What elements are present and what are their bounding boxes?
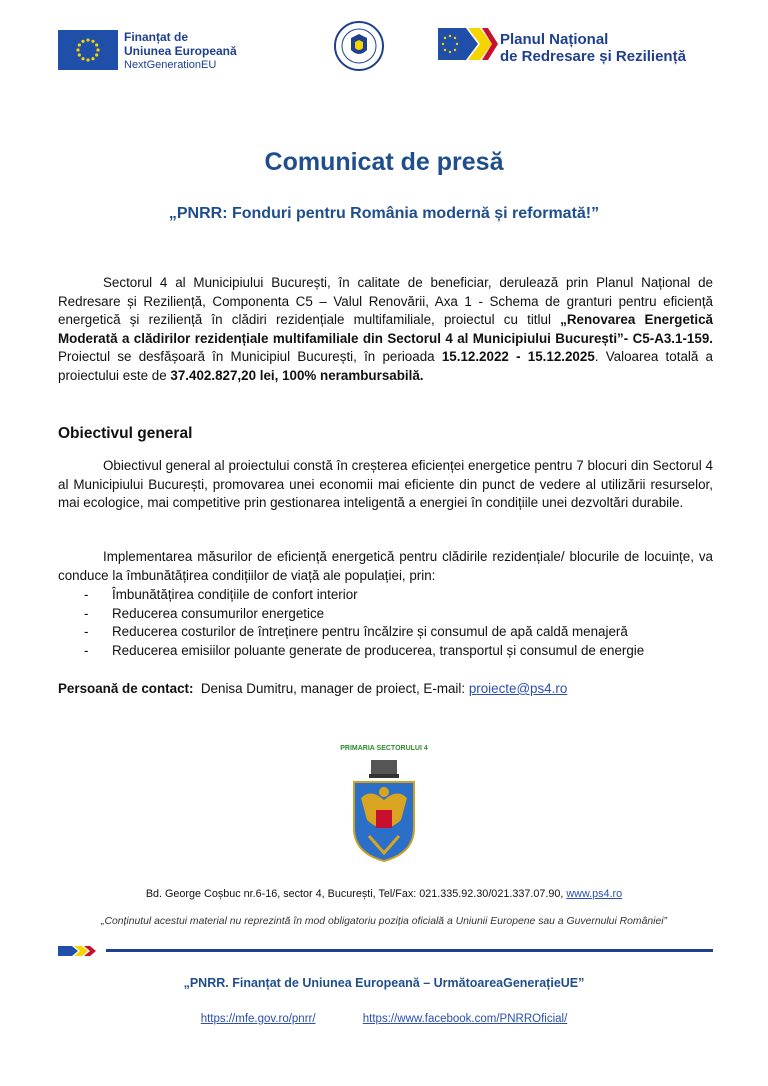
page-title: Comunicat de presă xyxy=(264,148,504,176)
pnrr-line-2: de Redresare și Reziliență xyxy=(500,48,686,65)
footer-links xyxy=(0,1013,768,1025)
page-subtitle: „PNRR: Fonduri pentru România modernă și reformată!” xyxy=(168,205,600,222)
mfe-link[interactable]: https://mfe.gov.ro/pnrr/ xyxy=(200,1013,316,1025)
pnrr-logo-icon xyxy=(438,28,498,60)
contact-text: Denisa Dumitru, manager de proiect, E-mail: xyxy=(200,681,469,696)
list-item: - Reducerea consumurilor energetice xyxy=(84,605,644,624)
project-period: 15.12.2022 - 15.12.2025 xyxy=(441,349,595,364)
project-title: „Renovarea Energetică Moderată a clădirilor rezidențiale multifamiliale din Sectorul 4 al Municipiului București”- C5-A3.1-159. xyxy=(58,312,713,346)
intro-text-2: Proiectul se desfășoară în Municipiul București, în perioada xyxy=(58,349,442,364)
contact-email-link[interactable]: proiecte@ps4.ro xyxy=(468,681,568,696)
address-line xyxy=(0,888,768,900)
footer-divider xyxy=(58,944,713,956)
pnrr-label xyxy=(500,31,686,65)
list-item: - Reducerea emisiilor poluante generate de producerea, transportul și consumul de energie xyxy=(84,642,644,661)
arrow-chevron-icon xyxy=(58,945,106,957)
contact-label: Persoană de contact: xyxy=(58,681,194,696)
eu-flag-icon xyxy=(58,30,118,70)
measures-paragraph: Implementarea măsurilor de eficiență energetică pentru clădirile rezidențiale/ blocurile de locuințe, va conduce la îmbunătățirea condițiilor de viață ale populației, prin: xyxy=(58,549,713,583)
government-seal-icon xyxy=(333,20,385,72)
contact-line xyxy=(58,681,567,696)
list-item: - Îmbunătățirea condițiile de confort interior xyxy=(84,586,644,605)
sector4-crest-icon xyxy=(349,758,419,863)
list-item: - Reducerea costurilor de întreținere pentru încălzire și consumul de apă caldă menajeră xyxy=(84,623,644,642)
facebook-link[interactable]: https://www.facebook.com/PNRROficial/ xyxy=(362,1013,568,1025)
disclaimer: „Conținutul acestui material nu reprezintă în mod obligatoriu poziția oficială a Uniunii Europene sau a Guvernului României” xyxy=(100,916,668,927)
footer-slogan: „PNRR. Finanțat de Uniunea Europeană – UrmătoareaGenerațieUE” xyxy=(183,976,585,990)
objective-paragraph: Obiectivul general al proiectului constă în creșterea eficienței energetice pentru 7 blocuri din Sectorul 4 al Municipiului București, promovarea unei economii mai eficiente din punct de vedere al utilizării resurselor, mai ecologice, mai competitive prin gestionarea inteligentă a energiei în condițiile unei dezvoltări durabile. xyxy=(58,458,713,510)
measures-list xyxy=(84,586,644,660)
eu-funding-label xyxy=(124,30,237,72)
header xyxy=(0,18,768,78)
project-value: 37.402.827,20 lei, 100% nerambursabilă. xyxy=(170,367,424,383)
crest-label: PRIMARIA SECTORULUI 4 xyxy=(340,745,428,752)
intro-text-1: Sectorul 4 al Municipiului București, în calitate de beneficiar, derulează prin Planul Național de Redresare și Reziliență, Componenta C5 – Valul Renovării, Axa 1 - Schema de granturi pentru eficiență energetică și reziliență în clădiri rezidențiale multifamiliale, proiectul cu titlul xyxy=(58,275,713,327)
eu-line-3: NextGenerationEU xyxy=(124,59,217,71)
eu-line-1: Finanțat de xyxy=(124,30,189,44)
address-text: Bd. George Coșbuc nr.6-16, sector 4, București, Tel/Fax: 021.335.92.30/021.337.07.90, xyxy=(145,888,567,900)
intro-paragraph xyxy=(58,274,713,385)
pnrr-line-1: Planul Național xyxy=(500,31,609,48)
eu-line-2: Uniunea Europeană xyxy=(124,44,237,58)
intro-text-3: . Valoarea totală a proiectului este de xyxy=(58,349,713,383)
objective-heading: Obiectivul general xyxy=(58,425,193,442)
divider-line xyxy=(106,949,713,952)
website-link[interactable]: www.ps4.ro xyxy=(566,888,623,900)
